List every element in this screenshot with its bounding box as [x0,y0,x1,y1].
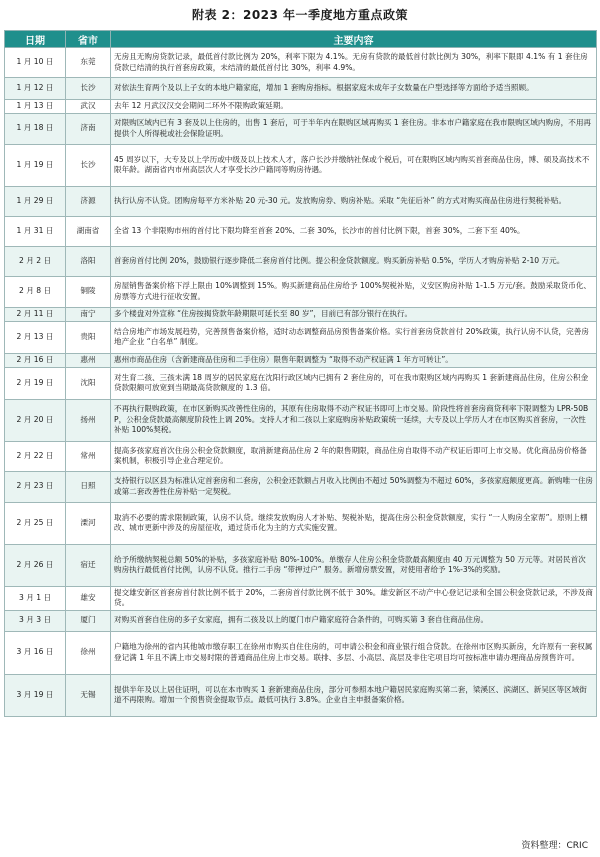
header-date: 日期 [5,31,66,48]
row-date: 2 月 20 日 [5,399,66,441]
table-row [5,321,597,353]
table-row [5,610,597,631]
table-row [5,441,597,471]
table-row [5,367,597,399]
row-content: 给予所缴纳契税总额 50%的补贴，多孩家庭补贴 80%-100%。单缴存人住房公积金贷款最高额度由 40 万元调整为 50 万元等。对居民首次购房执行最低首付比例，认房不认贷。推行二手房 “带押过户” 服务。新增房票安置，对使用者给予 1%-3%的奖励。 [111,544,597,586]
row-date: 2 月 11 日 [5,307,66,321]
row-date: 2 月 23 日 [5,471,66,502]
row-date: 3 月 16 日 [5,631,66,674]
table-row [5,353,597,367]
table-row [5,674,597,716]
row-date: 1 月 18 日 [5,113,66,144]
row-date: 2 月 19 日 [5,367,66,399]
table-row [5,144,597,186]
row-city: 徐州 [66,631,111,674]
header-content: 主要内容 [111,31,597,48]
table-title: 附表 2：2023 年一季度地方重点政策 [191,8,409,22]
row-content: 对依法生育两个及以上子女的本地户籍家庭，增加 1 套购房指标。根据家庭未成年子女数量在户型选择等方面给予适当照顾。 [111,78,597,100]
table-row [5,307,597,321]
row-content: 对限购区域内已有 3 套及以上住房的，出售 1 套后，可于半年内在限购区域再购买 1 套住房。非本市户籍家庭在我市限购区域内购房，不用再提供个人所得税或社会保险证明。 [111,113,597,144]
table-row [5,502,597,544]
row-city: 济源 [66,186,111,216]
row-content: 支持银行以区县为标准认定首套房和二套房，公积金还款额占月收入比例由不超过 50%调整为不超过 60%，多孩家庭额度更高。新购唯一住房或第二套改善性住房补贴一定契税。 [111,471,597,502]
row-city: 厦门 [66,610,111,631]
table-row [5,186,597,216]
row-city: 日照 [66,471,111,502]
row-content: 提供半年及以上居住证明，可以在本市购买 1 套新建商品住房，部分可参照本地户籍居民家庭购买第二套，梁溪区、滨湖区、新吴区等区域街道不再限购。增加一个预售资金提取节点。最低可执行 3.8%。企业自主申报备案价格。 [111,674,597,716]
row-date: 3 月 19 日 [5,674,66,716]
row-city: 无锡 [66,674,111,716]
row-city: 宿迁 [66,544,111,586]
row-date: 2 月 25 日 [5,502,66,544]
table-row [5,216,597,246]
row-city: 惠州 [66,353,111,367]
row-city: 长沙 [66,144,111,186]
row-city: 溧河 [66,502,111,544]
header-row [5,31,597,48]
table-header [5,31,597,48]
row-date: 2 月 8 日 [5,276,66,307]
row-content: 取消不必要的需求限制政策，认房不认贷。继续发放购房人才补贴、契税补贴，提高住房公积金贷款额度，实行 “一人购房全家帮”。原则上棚改、城市更新中涉及的房屋征收，通过货币化为主的方式实施安置。 [111,502,597,544]
table-row [5,586,597,610]
header-city: 省市 [66,31,111,48]
row-content: 提高多孩家庭首次住房公积金贷款额度，取消新建商品住房 2 年的限售期限，商品住房自取得不动产权证后即可上市交易。优化商品房价格备案机制，积极引导企业合理定价。 [111,441,597,471]
row-content: 不再执行限购政策，在市区新购买改善性住房的，其原有住房取得不动产权证书即可上市交易。阶段性将首套房商贷利率下限调整为 LPR-50BP，公积金贷款最高额度阶段性上调 20%。支持人才和二孩以上家庭购房补贴政策统一延续，大专及以上学历人才在市区购买首套房，一次性补贴 100%契税。 [111,399,597,441]
policy-table [4,30,597,717]
row-content: 户籍地为徐州的省内其他城市缴存职工在徐州市购买自住住房的，可申请公积金和商业银行组合贷款。在徐州市区购买新房，允许原有一套权属登记满 1 年且不满上市交易时限的普通商品住房上市交易。联排、多层、小高层、高层及非住宅项目均可按标准申请办理商品房预售许可。 [111,631,597,674]
row-city: 东莞 [66,48,111,78]
row-date: 1 月 10 日 [5,48,66,78]
row-content: 结合房地产市场发展趋势，完善预售备案价格，适时动态调整商品房预售备案价格。实行首套房贷款首付 20%政策，执行认房不认贷，完善房地产企业 “白名单” 制度。 [111,321,597,353]
row-city: 武汉 [66,100,111,114]
row-content: 无房且无购房贷款记录，最低首付款比例为 20%，利率下限为 4.1%。无房有贷款的最低首付款比例为 30%，利率下限即 4.1% 有 1 套住房贷款已结清的执行首套房政策，未结清的最低首付比 30%，利率 4.9%。 [111,48,597,78]
table-row [5,399,597,441]
row-city: 贵阳 [66,321,111,353]
row-content: 对生育二孩、三孩未满 18 周岁的居民家庭在沈阳行政区域内已拥有 2 套住房的，可在我市限购区域内再购买 1 套新建商品住房，住房公积金贷款限额可放宽到当期最高贷款额度的 1.3 倍。 [111,367,597,399]
row-date: 1 月 31 日 [5,216,66,246]
row-date: 2 月 16 日 [5,353,66,367]
row-date: 2 月 22 日 [5,441,66,471]
row-date: 3 月 1 日 [5,586,66,610]
row-content: 提交雄安新区首套房首付款比例不低于 20%，二套房首付款比例不低于 30%。雄安新区不动产中心登记记录和全国公积金贷款记录，不涉及商贷。 [111,586,597,610]
row-city: 铜陵 [66,276,111,307]
row-content: 执行认房不认贷。团购房每平方米补贴 20 元-30 元。发放购房券、购房补贴。采取 “先征后补” 的方式对购买商品住房进行契税补贴。 [111,186,597,216]
source-note: 资料整理：CRIC [521,841,588,851]
table-row [5,544,597,586]
row-date: 2 月 26 日 [5,544,66,586]
row-city: 洛阳 [66,246,111,276]
table-row [5,246,597,276]
table-row [5,631,597,674]
row-city: 济南 [66,113,111,144]
row-city: 长沙 [66,78,111,100]
table-row [5,100,597,114]
table-row [5,48,597,78]
row-content: 首套房首付比例 20%，鼓励银行逐步降低二套房首付比例。提公积金贷款额度。购买新房补贴 0.5%，学历人才购房补贴 2-10 万元。 [111,246,597,276]
row-city: 扬州 [66,399,111,441]
row-city: 沈阳 [66,367,111,399]
row-content: 惠州市商品住房（含新建商品住房和二手住房）限售年限调整为 “取得不动产权证满 1 年方可转让”。 [111,353,597,367]
row-content: 对购买首套自住房的多子女家庭，拥有二孩及以上的厦门市户籍家庭符合条件的，可购买第 3 套自住商品住房。 [111,610,597,631]
row-city: 湖南省 [66,216,111,246]
row-date: 1 月 12 日 [5,78,66,100]
row-content: 去年 12 月武汉汉交会期间二环外不限购政策延期。 [111,100,597,114]
table-row [5,471,597,502]
row-content: 多个楼盘对外宣称 “住房按揭贷款年龄期限可延长至 80 岁”，目前已有部分银行在执行。 [111,307,597,321]
table-row [5,78,597,100]
row-date: 2 月 13 日 [5,321,66,353]
row-date: 1 月 19 日 [5,144,66,186]
row-content: 房屋销售备案价格下浮上限由 10%调整到 15%。购买新建商品住房给予 100%契税补贴，义安区购房补贴 1-1.5 万元/套。鼓励采取货币化、房票等方式进行征收安置。 [111,276,597,307]
row-content: 45 周岁以下，大专及以上学历或中级及以上技术人才，落户长沙并缴纳社保或个税后，可在限购区域内购买首套商品住房，博、硕及高技术不限年龄。湖南省内市州高层次人才享受长沙户籍同等购房待遇。 [111,144,597,186]
table-row [5,276,597,307]
row-city: 雄安 [66,586,111,610]
row-date: 1 月 13 日 [5,100,66,114]
row-date: 2 月 2 日 [5,246,66,276]
table-row [5,113,597,144]
row-city: 常州 [66,441,111,471]
row-date: 3 月 3 日 [5,610,66,631]
row-content: 全省 13 个非限购市州的首付比下限均降至首套 20%、二套 30%，长沙市的首付比例下限，首套 30%，二套下至 40%。 [111,216,597,246]
row-city: 南宁 [66,307,111,321]
row-date: 1 月 29 日 [5,186,66,216]
table-body [5,48,597,717]
